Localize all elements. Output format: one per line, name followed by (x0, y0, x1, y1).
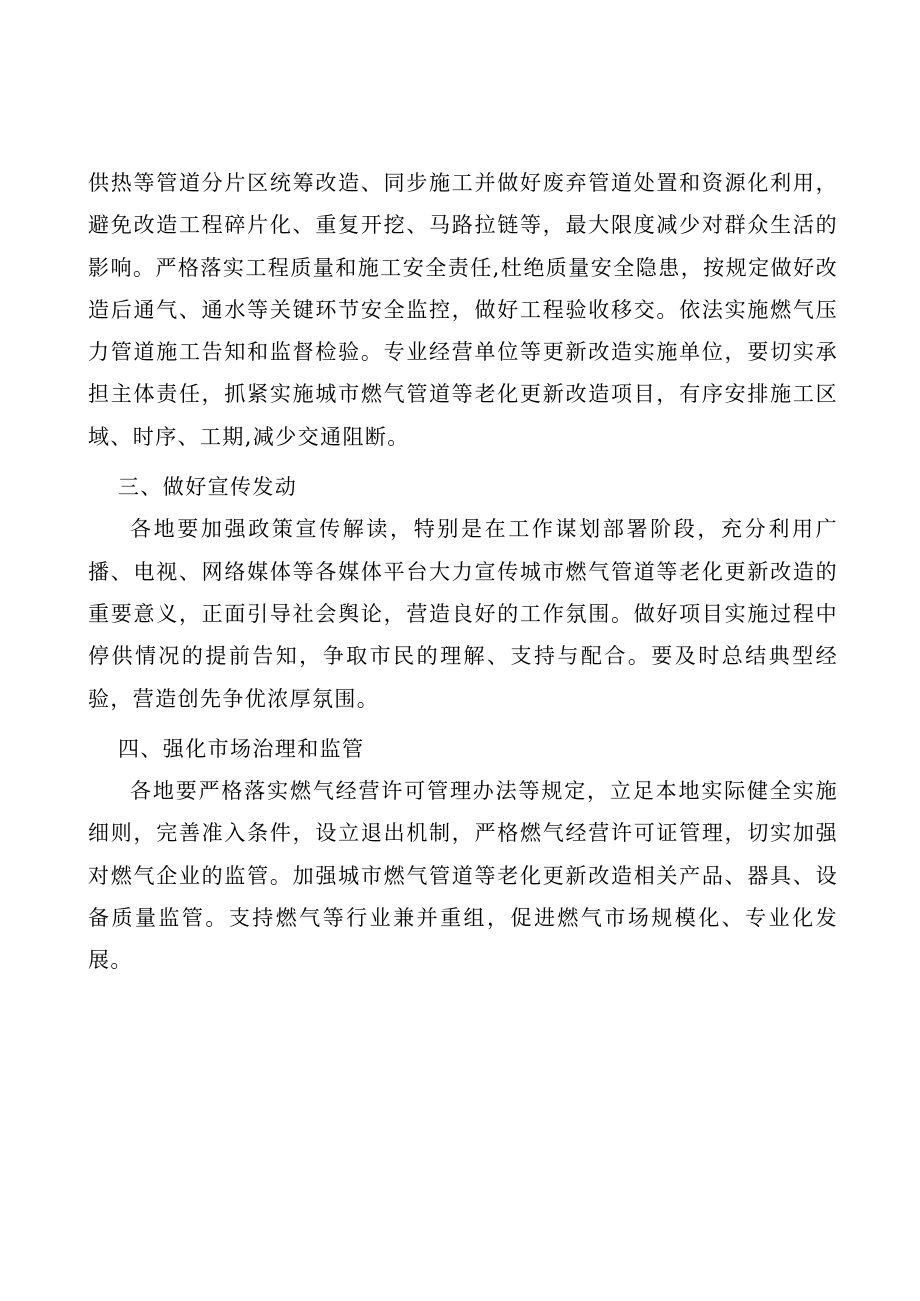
section-heading-market-regulation: 四、强化市场治理和监管 (118, 736, 365, 761)
paragraph-market-regulation: 各地要严格落实燃气经营许可管理办法等规定，立足本地实际健全实施细则，完善准入条件，设立退出机制，严格燃气经营许可证管理，切实加强对燃气企业的监管。加强城市燃气管道等老化更新改造相关产品、器具、设备质量监管。支持燃气等行业兼并重组，促进燃气市场规模化、专业化发展。 (88, 779, 838, 973)
document-body (88, 162, 838, 982)
section-heading-publicity: 三、做好宣传发动 (118, 475, 298, 500)
paragraph-publicity: 各地要加强政策宣传解读，特别是在工作谋划部署阶段，充分利用广播、电视、网络媒体等各媒体平台大力宣传城市燃气管道等老化更新改造的重要意义，正面引导社会舆论，营造良好的工作氛围。做好项目实施过程中停供情况的提前告知，争取市民的理解、支持与配合。要及时总结典型经验，营造创先争优浓厚氛围。 (88, 517, 838, 711)
paragraph-construction-coordination: 供热等管道分片区统筹改造、同步施工并做好废弃管道处置和资源化利用，避免改造工程碎片化、重复开挖、马路拉链等，最大限度减少对群众生活的影响。严格落实工程质量和施工安全责任,杜绝质量安全隐患，按规定做好改造后通气、通水等关键环节安全监控，做好工程验收移交。依法实施燃气压力管道施工告知和监督检验。专业经营单位等更新改造实施单位，要切实承担主体责任，抓紧实施城市燃气管道等老化更新改造项目，有序安排施工区域、时序、工期,减少交通阻断。 (88, 171, 838, 449)
